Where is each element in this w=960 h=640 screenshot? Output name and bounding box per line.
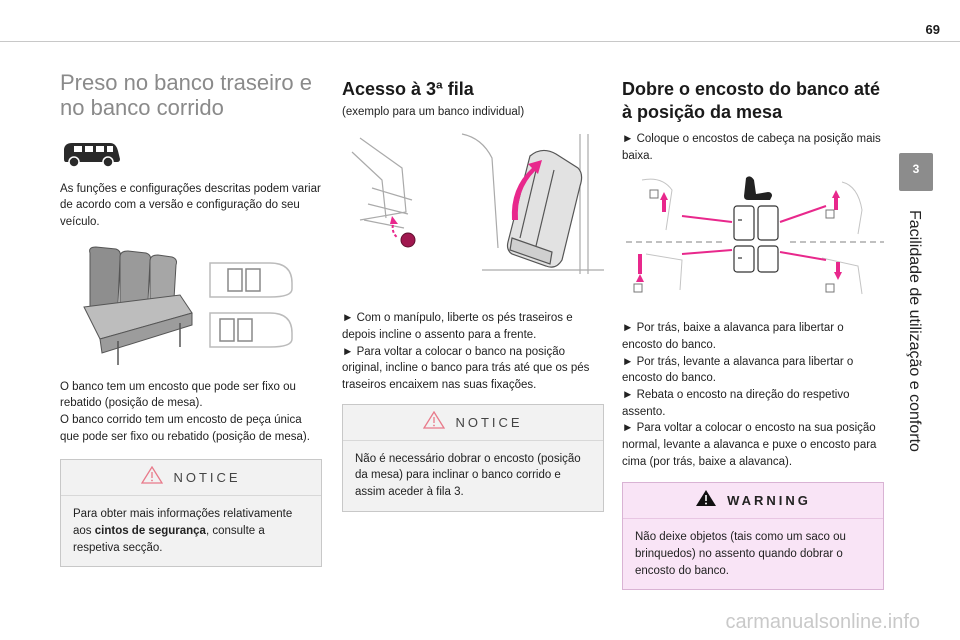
section-title: Preso no banco traseiro e no banco corrido xyxy=(60,70,312,121)
intro-text: ► Coloque o encostos de cabeça na posição mais baixa. xyxy=(622,133,881,162)
bench-seat-drawing xyxy=(84,247,192,365)
folded-seat-diagram xyxy=(734,206,778,272)
seat-illustration xyxy=(60,243,322,369)
tilted-seat-drawing xyxy=(508,151,582,268)
warning-triangle-icon xyxy=(141,466,163,489)
seat-icon xyxy=(744,177,772,201)
notice-box xyxy=(60,459,322,567)
warning-text: Não deixe objetos (tais como um saco ou brinquedos) no assento quando dobrar o encosto do banco. xyxy=(635,531,846,577)
notice-label: NOTICE xyxy=(173,470,241,486)
chapter-title: Facilidade de utilização e conforto xyxy=(906,210,923,452)
steps-text: ► Com o manípulo, liberte os pés traseiros e depois incline o assento para a frente. ► Para voltar a colocar o banco na posição original, incline o banco para trás até que os pés traseiros encaixem nas suas fixações. xyxy=(342,312,590,391)
body-text: O banco tem um encosto que pode ser fixo ou rebatido (posição de mesa). O banco corrido tem um encosto de peça única que pode ser fixo ou rebatido (posição de mesa). xyxy=(60,380,310,443)
chapter-number: 3 xyxy=(912,162,920,176)
warning-label: WARNING xyxy=(727,493,811,509)
notice-text: Para obter mais informações relativamente aos cintos de segurança, consulte a respetiva secção. xyxy=(73,508,293,554)
subtitle: (exemplo para um banco individual) xyxy=(342,105,525,118)
section-title: Acesso à 3ª fila xyxy=(342,79,474,99)
fold-backrest-illustration xyxy=(622,170,884,310)
column-rear-seat xyxy=(60,70,322,567)
notice-bold-link: cintos de segurança xyxy=(94,524,206,537)
page-number: 69 xyxy=(925,22,940,37)
van-top-view-seat-positions xyxy=(210,263,292,347)
warning-header xyxy=(623,483,883,519)
warning-box xyxy=(622,482,884,590)
release-handle xyxy=(390,216,415,247)
steps-text: ► Por trás, baixe a alavanca para libertar o encosto do banco. ► Por trás, levante a alavanca para libertar o encosto do banco. ► Rebata o encosto na direção do respetivo assento. ► Para voltar a colocar o encosto na sua posição normal, levante a alavanca e puxe o encosto para cima (por trás, baixe a alavanca). xyxy=(622,322,877,468)
column-table-position xyxy=(622,78,884,590)
notice-header xyxy=(343,405,603,441)
intro-text: As funções e configurações descritas podem variar de acordo com a versão e configuração do seu veículo. xyxy=(60,182,321,228)
seat-tilt-illustration xyxy=(342,128,604,298)
warning-triangle-icon xyxy=(695,489,717,512)
notice-header xyxy=(61,460,321,496)
column-third-row-access xyxy=(342,78,604,512)
van-icon xyxy=(60,139,122,169)
watermark: carmanualsonline.info xyxy=(725,611,920,633)
notice-label: NOTICE xyxy=(455,414,523,430)
warning-triangle-icon xyxy=(423,411,445,434)
header-divider xyxy=(0,41,960,42)
section-title: Dobre o encosto do banco até à posição da mesa xyxy=(622,79,881,122)
notice-box xyxy=(342,404,604,512)
notice-text: Não é necessário dobrar o encosto (posição da mesa) para inclinar o banco corrido e assim aceder à fila 3. xyxy=(355,452,581,498)
